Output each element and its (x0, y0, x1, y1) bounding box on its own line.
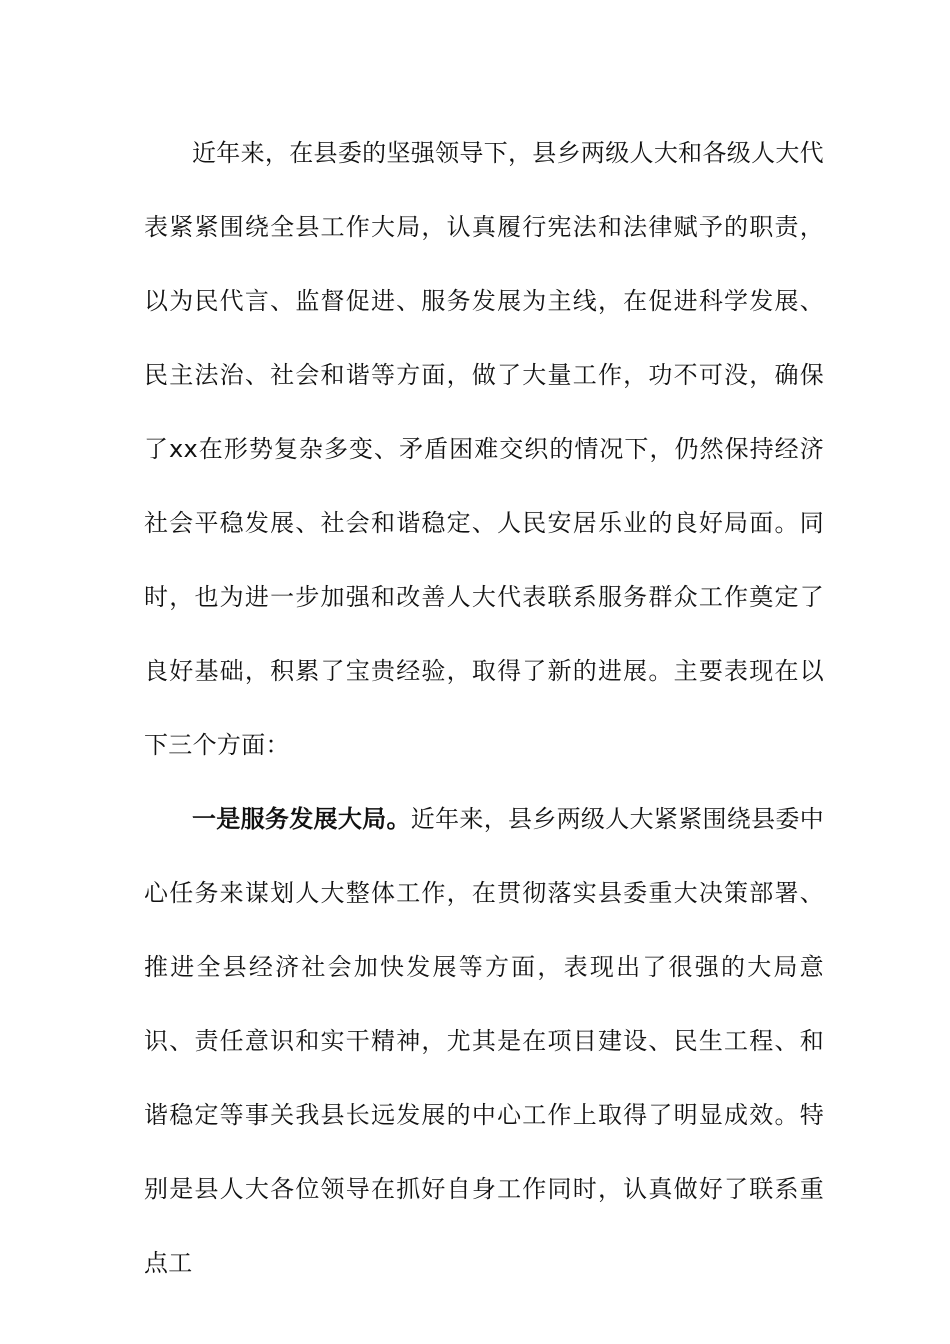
paragraph-point-one-heading: 一是服务发展大局。 (192, 805, 411, 833)
paragraph-intro-text: 近年来，在县委的坚强领导下，县乡两级人大和各级人大代表紧紧围绕全县工作大局，认真履行宪法和法律赋予的职责，以为民代言、监督促进、服务发展为主线，在促进科学发展、民主法治、社会和谐等方面，做了大量工作，功不可没，确保了xx在形势复杂多变、矛盾困难交织的情况下，仍然保持经济社会平稳发展、社会和谐稳定、人民安居乐业的良好局面。同时，也为进一步加强和改善人大代表联系服务群众工作奠定了良好基础，积累了宝贵经验，取得了新的进展。主要表现在以下三个方面： (144, 139, 824, 759)
paragraph-intro (144, 116, 824, 782)
paragraph-point-one-text: 近年来，县乡两级人大紧紧围绕县委中心任务来谋划人大整体工作，在贯彻落实县委重大决策部署、推进全县经济社会加快发展等方面，表现出了很强的大局意识、责任意识和实干精神，尤其是在项目建设、民生工程、和谐稳定等事关我县长远发展的中心工作上取得了明显成效。特别是县人大各位领导在抓好自身工作同时，认真做好了联系重点工 (144, 805, 824, 1277)
paragraph-point-one (144, 782, 824, 1300)
document-body (144, 116, 824, 1300)
